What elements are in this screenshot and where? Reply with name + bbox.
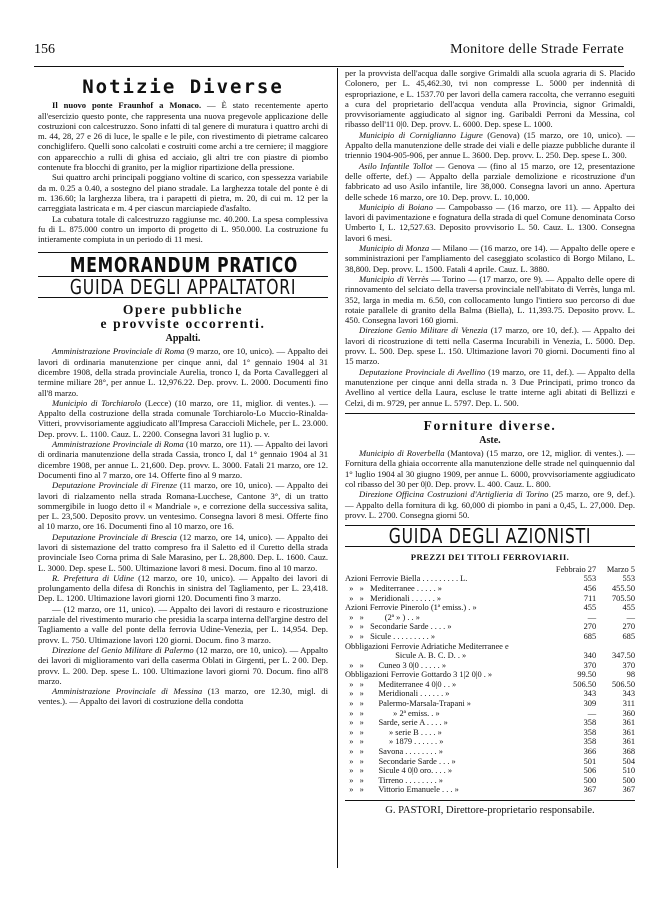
security-name: » » Cuneo 3 0|0 . . . . . » — [345, 660, 447, 670]
price-mar: 500 — [622, 775, 635, 785]
price-mar: — — [626, 612, 635, 622]
security-name: » » » 1879 . . . . . . » — [345, 737, 444, 747]
listing-entry — [345, 130, 635, 161]
listing-text: (10 marzo, ore 11). — Appalto dei lavori di ordinaria manutenzione della strada Cassia, tronco I, dal 1° gennaio 1904 al 31 dicembre 1908, per annue L. 21,600. Dep. provv. L. 3000. Fatali 21 marzo, ore 12. Documenti fino al 7 marzo, ore 14. Offerte fino al 9 marzo. — [38, 439, 329, 480]
prices-header-mar: Marzo 5 — [606, 564, 635, 574]
listing-entry — [38, 480, 328, 531]
listing-authority: Municipio di Verrès — [359, 273, 429, 284]
listing-entry — [345, 161, 635, 202]
price-feb: 506.50 — [573, 679, 597, 689]
guida-appaltatori-heading: GUIDA DEGLI APPALTATORI — [69, 274, 297, 299]
guida-azionisti-heading: GUIDA DEGLI AZIONISTI — [388, 524, 592, 549]
price-feb — [543, 642, 596, 652]
listing-entry — [345, 68, 635, 130]
security-name: Azioni Ferrovie Pinerolo (1ª emiss.) . » — [345, 603, 477, 613]
listing-text: (Mantova) (15 marzo, ore 12, miglior. di ventes.). — Fornitura della ghiaia occorrente alla manutenzione delle strade nel quinquennio dal 1° luglio 1904 al 30 giugno 1909, per annue L. 6000, provvisoriamente aggiudicato col ribasso del 30 per 0|0. Dep. provv. L. 400. Cauz. L. 800. — [345, 448, 635, 489]
listing-authority: Direzione del Genio Militare di Palermo — [52, 644, 194, 655]
security-name: » » (2ª » ) . . » — [345, 612, 420, 622]
memorandum-heading: MEMORANDUM PRATICO — [69, 253, 299, 278]
listing-authority: Municipio di Torchiarolo — [52, 397, 142, 408]
notizie-paragraph-1 — [38, 100, 328, 172]
prices-header-label — [345, 565, 543, 575]
listing-entry — [345, 274, 635, 325]
table-row — [345, 747, 635, 757]
listing-text: — Torino — (17 marzo, ore 9). — Appalto delle opere di rinnovamento del selciato della traversa provinciale nell'abitato di Verrès, lunga ml. 352, larga in media m. 6.50, con collocamento lungo l'intiero suo percorso di due rotaie parallele di granito della Balma (Biella), L. 11,393.75. Deposito provv. L. 450. Consegna lavori 160 giorni. — [345, 273, 636, 326]
table-row — [345, 776, 635, 786]
price-mar — [596, 642, 635, 652]
prices-table — [345, 565, 635, 795]
listing-entry — [345, 243, 635, 274]
table-row — [345, 661, 635, 671]
listing-entry — [38, 573, 328, 604]
table-row — [345, 603, 635, 613]
security-name: » » Meridionali . . . . . . » — [345, 593, 442, 603]
security-name: » » Sicule 4 0|0 oro. . . . » — [345, 766, 453, 776]
price-mar: 553 — [622, 574, 635, 584]
listing-authority: Municipio di Roverbella — [359, 448, 445, 459]
notizie-paragraph-3: La cubatura totale di calcestruzzo raggiunse mc. 40.200. La spesa complessiva fu di L. 875.000 contro un importo di progetto di L. 950.000. La costruzione fu intieramente compiuta in un periodo di 11 mesi. — [38, 213, 328, 245]
listing-authority: Municipio di Boiano — [359, 201, 433, 212]
price-feb: 358 — [583, 718, 597, 728]
table-row — [345, 670, 635, 680]
price-feb: 553 — [583, 574, 597, 584]
listing-authority: Deputazione Provinciale di Brescia — [52, 531, 177, 542]
price-mar: 347.50 — [611, 651, 635, 661]
price-mar: 270 — [622, 622, 635, 632]
listing-text: per la provvista dell'acqua dalle sorgive Grimaldi alla scuola agraria di S. Placido Colonero, per L. 45,462.30, tvi non compresse L. 5000 per indennità di espropriazione, e L. 1537.70 per lavori della camera raccolta, che verranno eseguiti a cura del proprietario dell'acqua venduta alla Provincia, signor Grimaldi, provvisoriamente aggiudicato al signor ing. Garibaldi Perroni da Messina, col ribasso dell'11 0|0. Dep. provv. L. 6000. Dep. spese L. 1000. — [345, 68, 635, 130]
signature-rule — [345, 800, 635, 801]
price-feb: 367 — [583, 785, 597, 795]
security-name: Sicule A. B. C. D. . » — [345, 651, 467, 661]
listing-text: — Campobasso — (16 marzo, ore 11). — Appalto dei lavori di pavimentazione e fognatura della strada di quel Comune denominata Corso Umberto I, L. 12,527.63. Deposito provvisorio L. 50. Cauz. L. 1300. Consegna lavori 6 mesi. — [345, 201, 635, 243]
price-feb: 99.50 — [577, 670, 597, 680]
listing-entry — [38, 645, 328, 686]
listing-authority: Amministrazione Provinciale di Messina — [52, 686, 203, 697]
listing-authority: Municipio di Monza — [359, 243, 430, 254]
listing-entry — [345, 489, 635, 520]
signature: G. PASTORI, Direttore-proprietario responsabile. — [385, 805, 595, 817]
table-row — [345, 632, 635, 642]
price-mar: 510 — [622, 766, 635, 776]
security-name: » » Savona . . . . . . . . » — [345, 747, 443, 757]
price-mar: 361 — [622, 718, 635, 728]
forniture-heading: Forniture diverse. — [423, 417, 557, 433]
security-name: Obbligazioni Ferrovie Adriatiche Mediterranee e — [345, 641, 509, 651]
table-row — [345, 718, 635, 728]
listing-entry — [345, 202, 635, 243]
aste-list — [345, 448, 635, 520]
price-feb: 358 — [583, 737, 597, 747]
journal-title: Monitore delle Strade Ferrate — [450, 42, 624, 57]
table-row — [345, 709, 635, 719]
listing-entry — [38, 532, 328, 573]
security-name: » » » 2ª emiss. . » — [345, 708, 440, 718]
price-mar: 368 — [622, 747, 635, 757]
listing-text: (11 marzo, ore 10, unico). — Appalto dei lavori di rialzamento nella strada Romana-Lucchese, Cantone 3°, di un tratto sommergibile in luogo detto il « Mandriale », e correzione della successiva salita, per L. 23,500. Deposito provv. un ventesimo. Consegna lavori 8 mesi. Offerte fino al 10 marzo, ore 16. Documenti fino al 10 marzo, ore 16. — [38, 480, 328, 532]
listing-entry — [38, 604, 328, 645]
listing-entry — [345, 367, 635, 408]
prices-caption: PREZZI DEI TITOLI FERROVIARII. — [410, 552, 570, 563]
price-feb: 456 — [583, 583, 597, 593]
price-feb: 343 — [583, 689, 597, 699]
listing-text: — Milano — (16 marzo, ore 14). — Appalto delle opere e somministrazioni per l'ampliamento del caseggiato scolastico di Borgo Milano, L. 38,800. Dep. provv. L. 1500. Fatali 4 aprile. Cauz. L. 3880. — [345, 243, 636, 274]
price-feb: 506 — [583, 766, 597, 776]
listing-text: (Lecce) (10 marzo, ore 11, miglior. di ventes.). — Appalto della costruzione della strada comunale Torchiarolo-Lo Muccio-Rinalda-Vitteri, provvisoriamente aggiudicato all'Impresa Caraccioli Michele, per L. 23.000. Dep. provv. L. 1100. Cauz. L. 2200. Consegna lavori 31 luglio p. v. — [38, 397, 328, 439]
notizie-heading: Notizie Diverse — [82, 76, 284, 98]
listing-text: — Genova — (fino al 15 marzo, ore 12, presentazione delle offerte, def.) — Appalto della parziale demolizione e ricostruzione d'un fabbricato ad uso Asilo infantile, lire 38,000. Consegna lavori un anno. Apertura delle schede 16 marzo, ore 10. Dep. provv. L. 10,000. — [345, 160, 635, 202]
security-name: » » » serie B . . . . » — [345, 727, 442, 737]
table-row — [345, 642, 635, 652]
table-row — [345, 651, 635, 661]
price-feb: 340 — [583, 651, 597, 661]
table-row — [345, 689, 635, 699]
listing-entry — [345, 448, 635, 489]
price-feb: 270 — [583, 622, 597, 632]
page-header — [34, 42, 624, 62]
listing-text: (13 marzo, ore 12.30, migl. di ventes.). — Appalto dei lavori di costruzione della condotta — [38, 686, 328, 707]
listing-authority: Direzione Genio Militare di Venezia — [359, 325, 488, 336]
price-mar: 343 — [622, 689, 635, 699]
security-name: » » Mediterranee 4 0|0 . . » — [345, 679, 457, 689]
price-mar: 504 — [622, 756, 635, 766]
security-name: Obbligazioni Ferrovie Gottardo 3 1|2 0|0 . » — [345, 670, 493, 680]
aste-heading: Aste. — [479, 434, 501, 446]
price-feb: 501 — [583, 756, 597, 766]
price-feb: — — [587, 708, 597, 718]
price-mar: 370 — [622, 660, 635, 670]
appalti-list — [38, 346, 328, 706]
price-feb: 358 — [583, 727, 597, 737]
table-row — [345, 766, 635, 776]
listing-authority: Municipio di Corniglianno Ligure — [359, 129, 483, 140]
listing-text: (17 marzo, ore 10, def.). — Appalto dei lavori di ricostruzione di tetti nella Caserma Incurabili in Venezia, L. 5000. Dep. provv. L. 500. Dep. spese L. 150. Ultimazione lavori 70 giorni. Documenti fino al 15 marzo. — [345, 325, 635, 367]
security-name: » » Secondarie Sarde . . . » — [345, 756, 456, 766]
price-mar: 685 — [622, 631, 635, 641]
price-mar: 506.50 — [611, 679, 635, 689]
listing-entry — [38, 686, 328, 707]
listing-authority: Amministrazione Provinciale di Roma — [52, 346, 185, 357]
listing-authority: Asilo Infantile Tollot — [359, 160, 433, 171]
listing-text: (12 marzo, ore 10, unico). — Appalto dei lavori di miglioramento vari della caserma Oblati in Girgenti, per L. 2 00. Dep. provv. L. 200. Dep. spese L. 100. Ultimazione lavori giorni 70. Docum. fino all'8 marzo. — [38, 644, 328, 686]
table-row — [345, 613, 635, 623]
left-column — [38, 74, 328, 707]
listing-authority: Direzione Officina Costruzioni d'Artiglieria di Torino — [359, 489, 549, 500]
price-feb: 455 — [583, 603, 597, 613]
listing-text: (19 marzo, ore 11, def.). — Appalto della manutenzione per cinque anni della strada n. 3 Due Principati, primo tronco da Avellino al vertice della Laura, escluse le tratte interne agli abitati di Bellizzi e Celzi, di m. 9729, per annue L. 5797. Dep. L. 500. — [345, 366, 635, 408]
listing-text: (9 marzo, ore 10, unico). — Appalto dei lavori di ordinaria manutenzione per cinque anni, dal 1° gennaio 1904 al 31 dicembre 1908, della strada provinciale Aurelia, tronco I, da Porta Cavalleggeri al termine miliare 28°, per annue L. 12,976.22. Dep. provv. L. 2000. Documenti fino all'8 marzo. — [38, 346, 328, 398]
listing-text: (12 marzo, ore 14, unico). — Appalto dei lavori di sistemazione del tratto compreso fra il Saletto ed il Curetto della strada provinciale Iseo Corna prima di Sale Marasino, per L. 28,800. Dep. L. 1600. Cauz. L. 3000. Dep. spese L. 500. Ultimazione lavori 8 mesi. Docum. fino al 10 marzo. — [38, 531, 328, 573]
listing-text: (Genova) (15 marzo, ore 10, unico). — Appalto della manutenzione delle strade dei viali e delle piazze pubbliche durante il triennio 1904-905-906, per annue L. 3600. Dep. provv. L. 250. Dep. spese L. 300. — [345, 129, 635, 161]
security-name: » » Sicule . . . . . . . . . » — [345, 631, 436, 641]
price-feb: 309 — [583, 699, 597, 709]
listing-entry — [38, 439, 328, 480]
table-row — [345, 785, 635, 795]
notizie-article-title: Il nuovo ponte Fraunhof a Monaco. — [52, 100, 202, 111]
security-name: Azioni Ferrovie Biella . . . . . . . . . L. — [345, 574, 468, 584]
prices-header-feb: Febbraio 27 — [555, 564, 597, 574]
price-mar: 367 — [622, 785, 635, 795]
header-rule — [34, 66, 624, 67]
appalti-list-continued — [345, 68, 635, 408]
forniture-rule — [345, 413, 635, 414]
listing-text: (25 marzo, ore 9, def.). — Appalto della fornitura di kg. 60,000 di piombo in pani a 0,45, L. 27,000. Dep. provv. L. 2700. Consegna giorni 50. — [345, 489, 635, 520]
security-name: » » Tirreno . . . . . . . . » — [345, 775, 443, 785]
price-mar: 705.50 — [611, 593, 635, 603]
security-name: » » Mediterranee . . . . . » — [345, 583, 442, 593]
column-divider — [337, 68, 338, 868]
table-row — [345, 680, 635, 690]
security-name: » » Vittorio Emanuele . . . » — [345, 785, 459, 795]
table-row — [345, 594, 635, 604]
listing-authority: Amministrazione Provinciale di Roma — [52, 439, 184, 450]
appalti-heading: Appalti. — [165, 333, 201, 345]
notizie-paragraph-2: Sui quattro archi principali poggiano voltine di scarico, con spessezza variabile da m. 0.25 a 0.40, a sostegno del piano stradale. La larghezza totale del ponte è di m. 136.60; la larghezza libera, tra i parapetti di pietra, m. 20, di cui m. 12 per la carreggiata lastricata e m. 4 per ciascun marciapiede d'asfalto. — [38, 172, 328, 214]
listing-entry — [38, 346, 328, 397]
price-mar: 98 — [626, 670, 635, 680]
prices-header-row — [345, 565, 635, 575]
listing-text: — (12 marzo, ore 11, unico). — Appalto dei lavori di restauro e ricostruzione parziale del rivestimento murario che presidia la scarpa interna dell'argine destro del Tagliamento a valle del ponte della ferrovia Udine-Venezia, per L. 14,954. Dep. provv. L. 750. Ultimazione lavori 120 giorni. Docum. fino 3 marzo. — [38, 603, 328, 645]
price-mar: 361 — [622, 737, 635, 747]
table-row — [345, 737, 635, 747]
price-feb: 370 — [583, 660, 597, 670]
price-feb: 366 — [583, 747, 597, 757]
table-row — [345, 728, 635, 738]
right-column — [345, 68, 635, 816]
table-row — [345, 757, 635, 767]
listing-text: (12 marzo, ore 10, unico). — Appalto dei lavori di prolungamento della difesa di Ronchis in sinistra del Tagliamento, per L. 23,418. Dep. L. 1200. Ultimazione lavori giorni 120. Documenti fino 3 marzo. — [38, 572, 328, 604]
security-name: » » Palermo-Marsala-Trapani » — [345, 699, 471, 709]
opere-heading-line-2: e provviste occorrenti. — [100, 316, 266, 332]
price-mar: 455.50 — [611, 583, 635, 593]
page-number: 156 — [34, 42, 55, 57]
notizie-text-1: — È stato recentemente aperto all'esercizio questo ponte, che rappresenta una nuova pregevole applicazione delle costruzioni con calcestruzzo. Sono infatti di tal genere di muratura i quattro archi di m. 44, 28, 27 e 26 di luce, le spalle e le pile, con rivestimento di pietrame calcareo conchiglifero. Quelli sono calcolati e costruiti come archi a tre cerniere; il maggiore con apparecchio a rulli di ghisa ed acciaio, gli altri tre con piastre di piombo contenute fra blocchi di granito, per la miglior ripartizione della pressione. — [38, 100, 328, 173]
price-feb: 711 — [583, 593, 597, 603]
price-mar: 455 — [622, 603, 635, 613]
security-name: » » Sarde, serie A . . . . » — [345, 718, 448, 728]
price-mar: 311 — [622, 699, 635, 709]
security-name: » » Meridionali . . . . . . » — [345, 689, 450, 699]
table-row — [345, 574, 635, 584]
listing-authority: Deputazione Provinciale di Avellino — [359, 366, 486, 377]
price-mar: 360 — [622, 708, 635, 718]
listing-authority: R. Prefettura di Udine — [52, 572, 135, 583]
price-feb: 500 — [583, 775, 597, 785]
price-feb: 685 — [583, 631, 597, 641]
listing-entry — [345, 325, 635, 366]
table-row — [345, 622, 635, 632]
security-name: » » Secondarie Sarde . . . . » — [345, 622, 452, 632]
table-row — [345, 699, 635, 709]
price-mar: 361 — [622, 727, 635, 737]
listing-entry — [38, 398, 328, 439]
table-row — [345, 584, 635, 594]
opere-heading-line-1: Opere pubbliche — [122, 302, 244, 318]
price-feb: — — [587, 612, 597, 622]
listing-authority: Deputazione Provinciale di Firenze — [52, 480, 177, 491]
